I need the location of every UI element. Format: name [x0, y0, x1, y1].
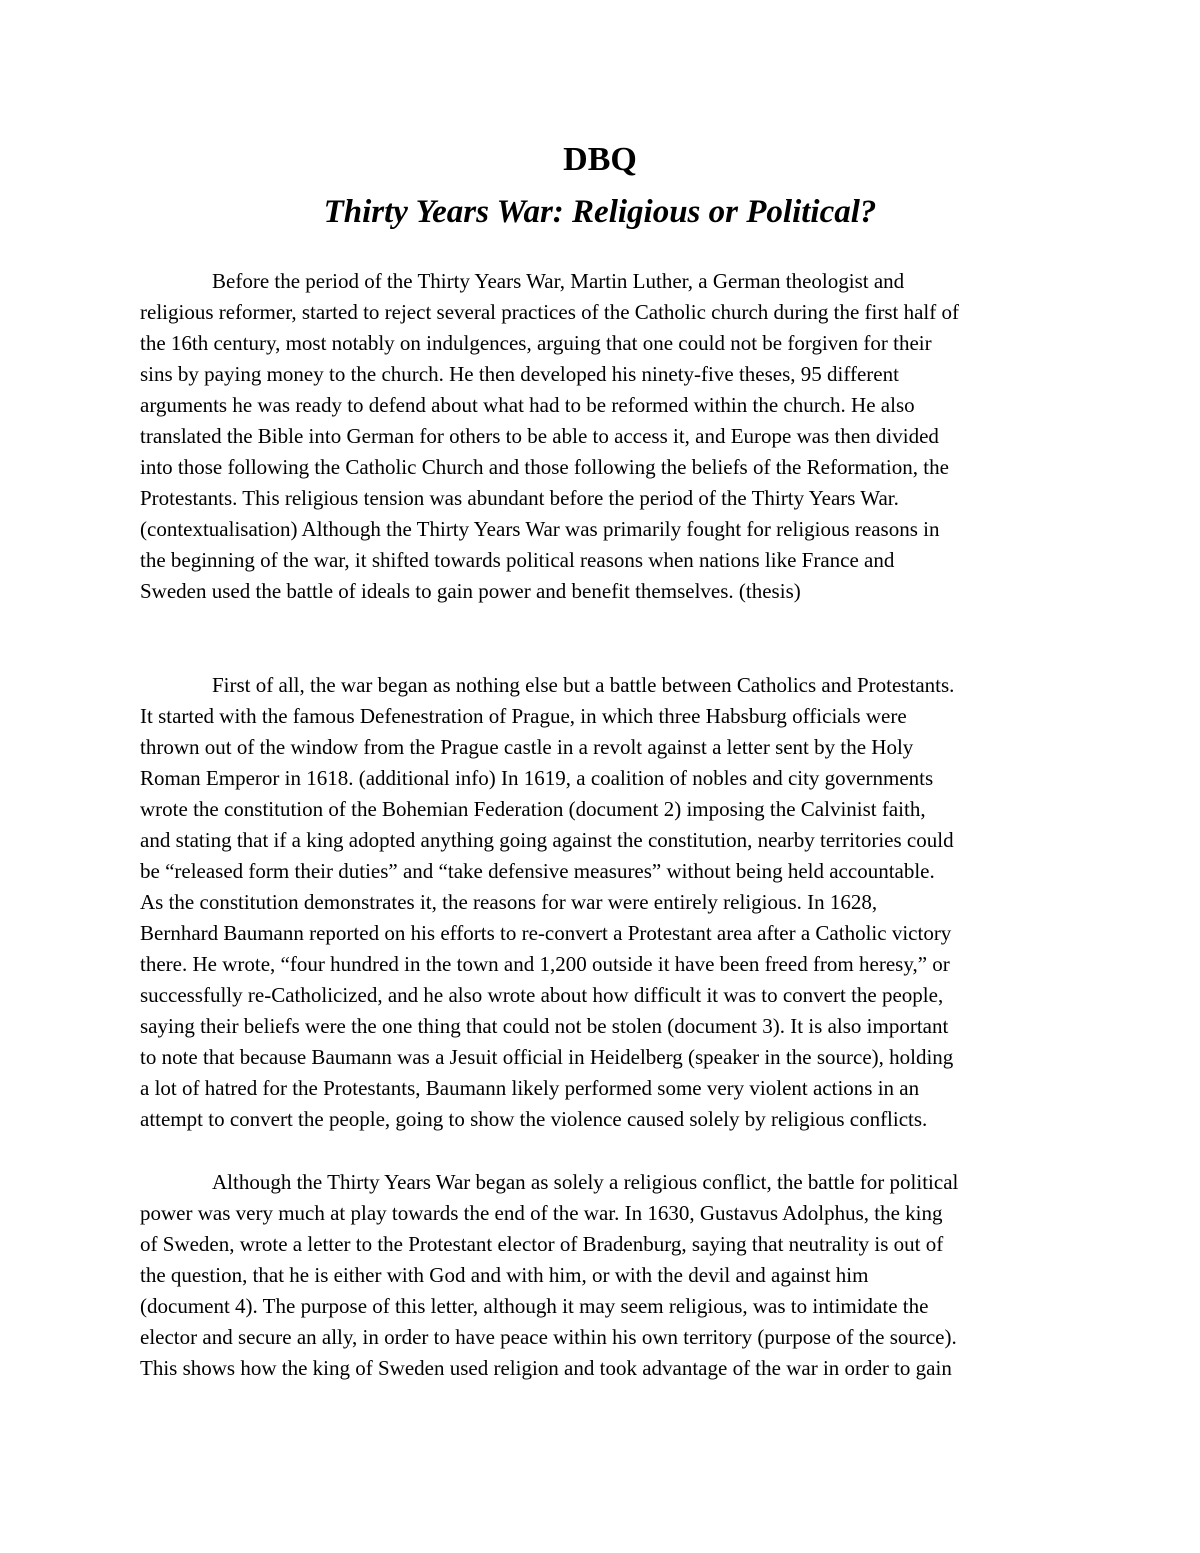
paragraph-line: religious reformer, started to reject several practices of the Catholic church during the first half of: [140, 300, 959, 324]
paragraph-line: translated the Bible into German for others to be able to access it, and Europe was then divided: [140, 424, 939, 448]
paragraph-line: Protestants. This religious tension was abundant before the period of the Thirty Years War.: [140, 486, 899, 510]
paragraph-line: attempt to convert the people, going to show the violence caused solely by religious conflicts.: [140, 1107, 928, 1131]
paragraph-line: to note that because Baumann was a Jesuit official in Heidelberg (speaker in the source), holding: [140, 1045, 954, 1069]
paragraph-line: thrown out of the window from the Prague castle in a revolt against a letter sent by the Holy: [140, 735, 914, 759]
paragraph-line: This shows how the king of Sweden used religion and took advantage of the war in order to gain: [140, 1356, 952, 1380]
paragraph-line: Roman Emperor in 1618. (additional info) In 1619, a coalition of nobles and city governments: [140, 766, 934, 790]
paragraph-line: be “released form their duties” and “take defensive measures” without being held accountable.: [140, 859, 935, 883]
paragraph-line: the 16th century, most notably on indulgences, arguing that one could not be forgiven for their: [140, 331, 932, 355]
paragraph-line: a lot of hatred for the Protestants, Baumann likely performed some very violent actions in an: [140, 1076, 920, 1100]
paragraph-line: It started with the famous Defenestration of Prague, in which three Habsburg officials were: [140, 704, 907, 728]
paragraph-line: (contextualisation) Although the Thirty Years War was primarily fought for religious reasons in: [140, 517, 940, 541]
paragraph-line: there. He wrote, “four hundred in the town and 1,200 outside it have been freed from heresy,” or: [140, 952, 950, 976]
paragraph-line: elector and secure an ally, in order to have peace within his own territory (purpose of the source).: [140, 1325, 957, 1349]
paragraph-line: First of all, the war began as nothing else but a battle between Catholics and Protestants.: [212, 673, 955, 697]
paragraph-line: Before the period of the Thirty Years War, Martin Luther, a German theologist and: [212, 269, 905, 293]
paragraph-line: into those following the Catholic Church and those following the beliefs of the Reformation, the: [140, 455, 949, 479]
paragraph-line: Sweden used the battle of ideals to gain power and benefit themselves. (thesis): [140, 579, 801, 603]
paragraph-introduction: [140, 266, 1070, 607]
paragraph-line: and stating that if a king adopted anything going against the constitution, nearby territories could: [140, 828, 954, 852]
paragraph-line: As the constitution demonstrates it, the reasons for war were entirely religious. In 1628,: [140, 890, 878, 914]
paragraph-line: wrote the constitution of the Bohemian Federation (document 2) imposing the Calvinist faith,: [140, 797, 926, 821]
paragraph-line: arguments he was ready to defend about what had to be reformed within the church. He also: [140, 393, 915, 417]
document-title: DBQ: [563, 141, 637, 178]
paragraph-line: power was very much at play towards the end of the war. In 1630, Gustavus Adolphus, the king: [140, 1201, 943, 1225]
paragraph-line: Bernhard Baumann reported on his efforts to re-convert a Protestant area after a Catholic victory: [140, 921, 952, 945]
paragraph-line: sins by paying money to the church. He then developed his ninety-five theses, 95 different: [140, 362, 899, 386]
paragraph-line: the question, that he is either with God and with him, or with the devil and against him: [140, 1263, 869, 1287]
paragraph-line: the beginning of the war, it shifted towards political reasons when nations like France and: [140, 548, 895, 572]
document-subtitle: Thirty Years War: Religious or Political?: [323, 194, 877, 230]
paragraph-line: (document 4). The purpose of this letter, although it may seem religious, was to intimidate the: [140, 1294, 929, 1318]
paragraph-political-shift: [140, 1167, 1070, 1384]
paragraph-religious-origins: [140, 670, 1070, 1135]
paragraph-line: Although the Thirty Years War began as solely a religious conflict, the battle for political: [212, 1170, 959, 1194]
paragraph-line: successfully re-Catholicized, and he also wrote about how difficult it was to convert the people,: [140, 983, 944, 1007]
paragraph-line: saying their beliefs were the one thing that could not be stolen (document 3). It is also important: [140, 1014, 949, 1038]
paragraph-line: of Sweden, wrote a letter to the Protestant elector of Bradenburg, saying that neutrality is out of: [140, 1232, 944, 1256]
